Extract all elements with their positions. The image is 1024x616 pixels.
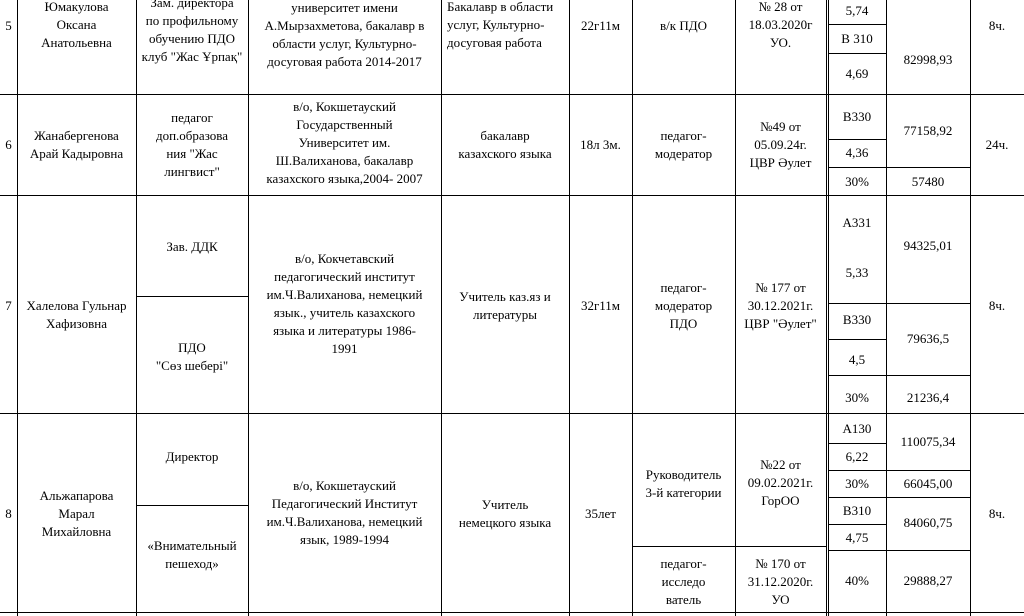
salary-amount: 57480 [911, 174, 945, 189]
employee-position: Директор [165, 449, 219, 464]
cell-border [828, 375, 970, 376]
cell-border [828, 339, 886, 340]
employee-education: в/о, Кокшетауский Педагогический Институт им.Ч.Валиханова, немецкий язык, 1989-1994 [266, 478, 423, 547]
order-reference: №22 от 09.02.2021г. ГорОО [747, 457, 814, 508]
work-experience: 18л 3м. [580, 137, 621, 152]
qualification-category: в/к ПДО [660, 18, 707, 33]
coefficient: 40% [845, 573, 869, 588]
cell-border [136, 296, 248, 297]
cell-border [828, 443, 886, 444]
coefficient: 4,36 [845, 145, 869, 160]
cell-border [828, 524, 886, 525]
cell-border [828, 497, 970, 498]
qualification-category: педагог- модератор [654, 128, 713, 161]
salary-amount: 29888,27 [903, 573, 953, 588]
qualification-category: Руководитель 3-й категории [645, 467, 722, 500]
cell-border [136, 505, 248, 506]
coefficient: 6,22 [845, 449, 869, 464]
order-reference: № 170 от 31.12.2020г. УО [747, 556, 814, 607]
salary-amount: 110075,34 [900, 434, 956, 449]
employee-name: Юмакулова Оксана Анатольевна [41, 0, 112, 50]
hours-load: 24ч. [985, 137, 1009, 152]
employee-name: Альжапарова Марал Михайловна [39, 488, 114, 539]
employee-position: Зам. директора по профильному обучению ПДО клуб "Жас Ұрпақ" [141, 0, 243, 64]
order-reference: № 177 от 30.12.2021г. ЦВР "Әулет" [744, 280, 817, 331]
row-number: 6 [5, 137, 12, 152]
coefficient: В 310 [841, 31, 873, 46]
employee-name: Халелова Гульнар Хафизовна [26, 298, 127, 331]
salary-amount: 82998,93 [903, 52, 953, 67]
coefficient: 30% [845, 390, 869, 405]
cell-border [828, 470, 970, 471]
employee-specialty: Учитель немецкого языка [458, 497, 552, 530]
employee-position: «Внимательный пешеход» [147, 538, 237, 571]
salary-amount: 21236,4 [906, 390, 950, 405]
work-experience: 22г11м [580, 18, 621, 33]
coefficient: 30% [845, 476, 869, 491]
coefficient: А130 [842, 421, 872, 436]
work-experience: 32г11м [580, 298, 621, 313]
coefficient: 5,33 [845, 265, 869, 280]
qualification-category: педагог- исследо ватель [660, 556, 707, 607]
row-number: 8 [5, 506, 12, 521]
coefficient: А331 [842, 215, 872, 230]
row-border [0, 94, 1024, 95]
order-reference: №49 от 05.09.24г. ЦВР Әулет [749, 119, 812, 170]
coefficient: 5,74 [845, 3, 869, 18]
cell-border [828, 303, 970, 304]
table-border [826, 0, 827, 616]
employee-specialty: Учитель каз.яз и литературы [459, 289, 551, 322]
salary-amount: 94325,01 [903, 238, 953, 253]
row-number: 5 [5, 18, 12, 33]
employee-name: Жанабергенова Арай Кадыровна [29, 128, 124, 161]
order-reference: № 28 от 18.03.2020г УО. [748, 0, 813, 50]
hours-load: 8ч. [988, 18, 1006, 33]
coefficient: 30% [845, 174, 869, 189]
cell-border [828, 167, 970, 168]
employee-position: Зав. ДДК [166, 239, 218, 254]
qualification-category: педагог- модератор ПДО [654, 280, 713, 331]
cell-border [828, 24, 886, 25]
cell-border [828, 53, 886, 54]
coefficient: 4,69 [845, 66, 869, 81]
employee-education: университет имени А.Мырзахметова, бакалавр в области услуг, Культурно- досуговая работа 2014-2017 [264, 0, 425, 69]
employee-specialty: бакалавр казахского языка [458, 128, 552, 161]
hours-load: 8ч. [988, 506, 1006, 521]
salary-amount: 84060,75 [903, 515, 953, 530]
salary-amount: 79636,5 [906, 331, 950, 346]
hours-load: 8ч. [988, 298, 1006, 313]
cell-border [828, 139, 886, 140]
cell-border [828, 550, 970, 551]
coefficient: 4,75 [845, 530, 869, 545]
coefficient: В330 [842, 312, 872, 327]
row-border [0, 195, 1024, 196]
coefficient: 4,5 [848, 352, 866, 367]
coefficient: В330 [842, 109, 872, 124]
coefficient: В310 [842, 503, 872, 518]
employee-education: в/о, Кокчетавский педагогический институт им.Ч.Валиханова, немецкий язык., учитель казахского языка и литературы 1986- 1991 [266, 251, 423, 356]
row-border [0, 612, 1024, 613]
row-number: 7 [5, 298, 12, 313]
table-border [136, 0, 137, 616]
employee-position: педагог доп.образова ния "Жас лингвист" [155, 110, 228, 179]
work-experience: 35лет [585, 506, 616, 521]
salary-amount: 66045,00 [903, 476, 953, 491]
row-border [0, 413, 1024, 414]
salary-amount: 77158,92 [903, 123, 953, 138]
employee-education: в/о, Кокшетауский Государственный Университет им. Ш.Валиханова, бакалавр казахского языка,2004- 2007 [266, 99, 423, 186]
cell-border [632, 546, 826, 547]
employee-specialty: Бакалавр в области услуг, Культурно- досуговая работа [447, 0, 554, 50]
employee-position: ПДО "Сөз шебері" [155, 340, 229, 373]
